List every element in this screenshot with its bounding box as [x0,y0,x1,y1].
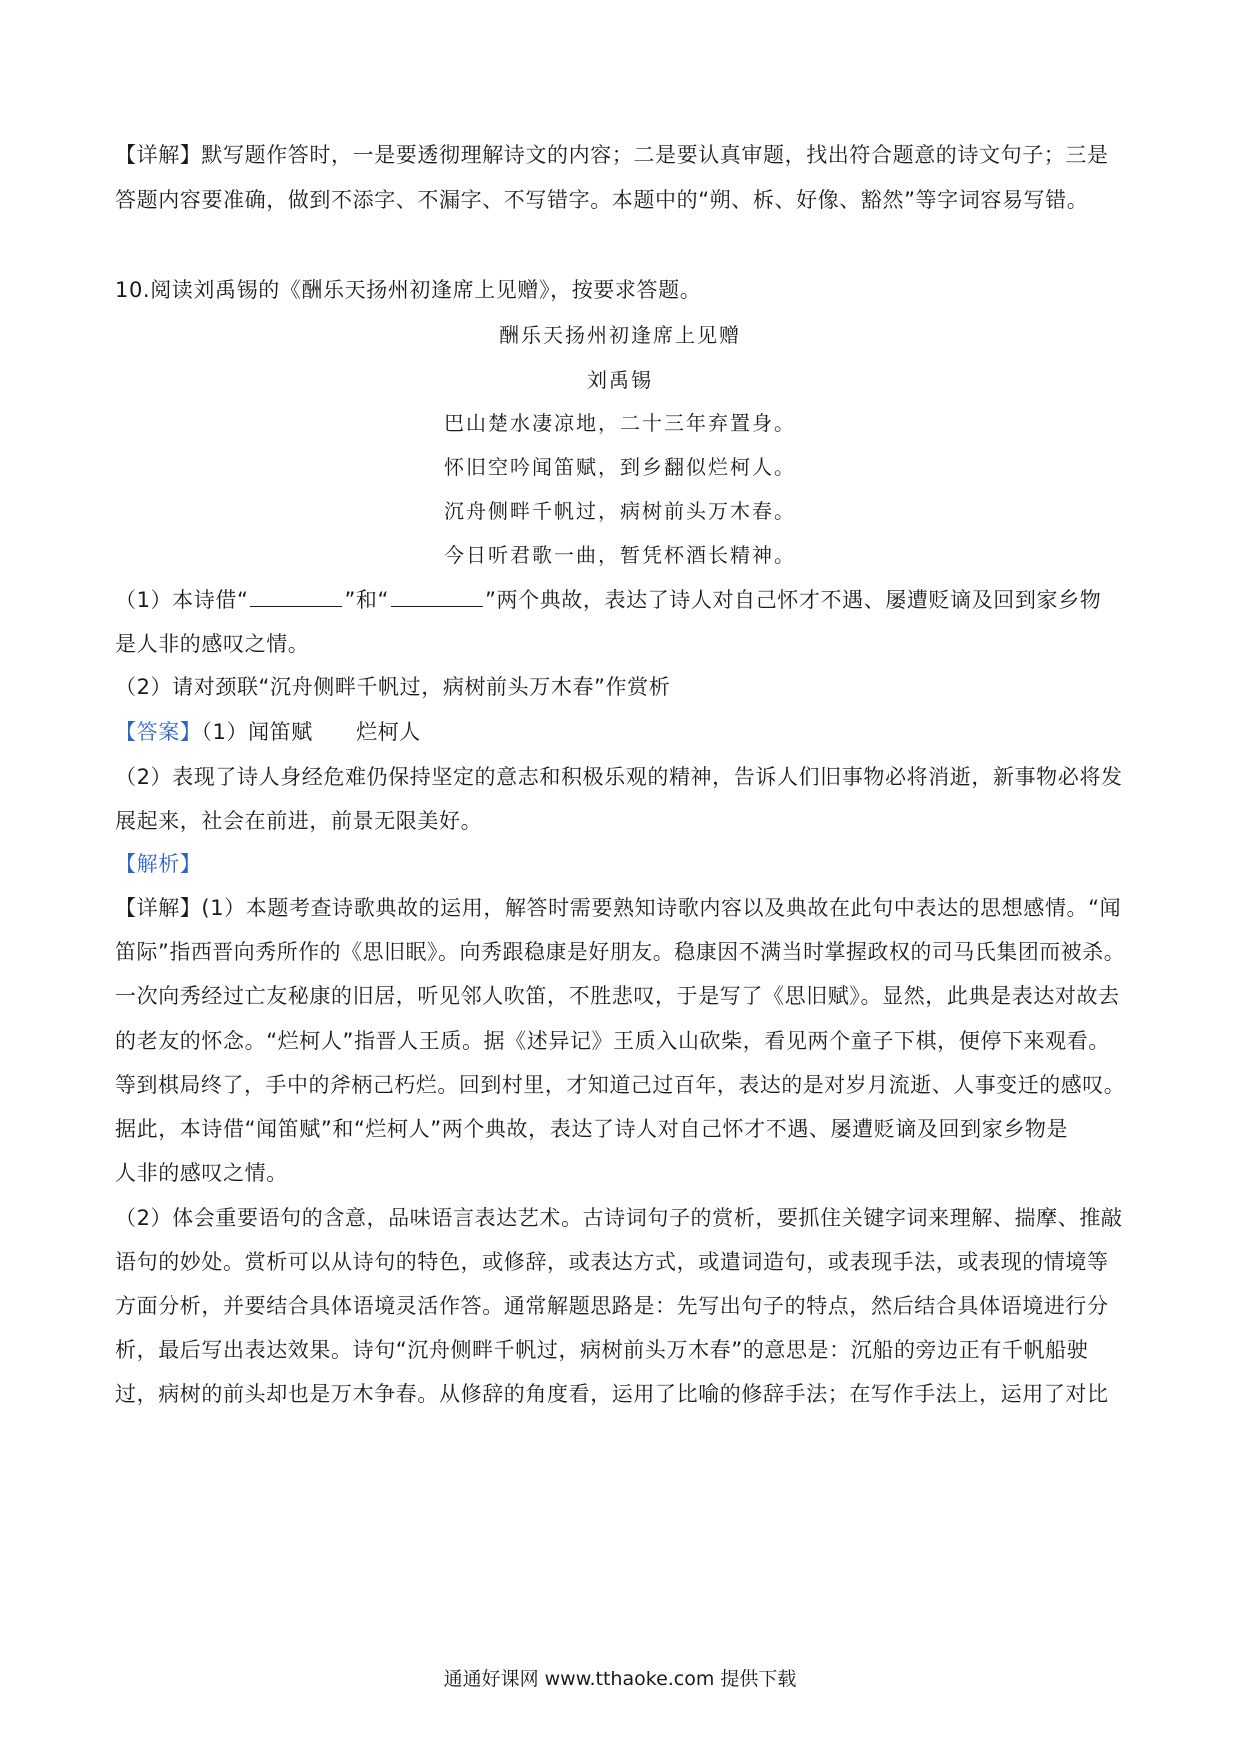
poem-line-3: 沉舟侧畔千帆过，病树前头万木春。 [444,499,796,523]
question-1-suffix: ”两个典故，表达了诗人对自己怀才不遇、屡遭贬谪及回到家乡物 [485,588,1102,612]
poem-line-4: 今日听君歌一曲，暂凭杯酒长精神。 [444,543,796,567]
detail-1-line-6: 据此，本诗借“闻笛赋”和“烂柯人”两个典故，表达了诗人对自己怀才不遇、屡遭贬谪及回到家乡物是 [115,1117,1069,1141]
poem-author: 刘禹锡 [587,368,653,392]
answer-line-1 [115,717,421,747]
answer-2-line-2: 展起来，社会在前进，前景无限美好。 [115,809,483,833]
detail-2-line-3: 方面分析，并要结合具体语境灵活作答。通常解题思路是：先写出句子的特点，然后结合具体语境进行分 [115,1294,1109,1318]
answer-label: 【答案】 [115,720,202,744]
question-stem: 10.阅读刘禹锡的《酬乐天扬州初逢席上见赠》，按要求答题。 [115,278,702,302]
poem-line-2: 怀旧空吟闻笛赋，到乡翻似烂柯人。 [444,455,796,479]
detail-1-line-2: 笛际”指西晋向秀所作的《思旧眠》。向秀跟稳康是好朋友。稳康因不满当时掌握政权的司马氏集团而被杀。 [115,940,1126,964]
detail-2-line-2: 语句的妙处。赏析可以从诗句的特色，或修辞，或表达方式，或遣词造句，或表现手法，或表现的情境等 [115,1250,1109,1274]
answer-blank-1 [250,586,342,607]
question-1 [115,585,1101,615]
prev-explain-line-1: 【详解】默写题作答时，一是要透彻理解诗文的内容；二是要认真审题，找出符合题意的诗文句子；三是 [115,143,1109,167]
detail-1-line-5: 等到棋局终了，手中的斧柄己朽烂。回到村里，才知道己过百年，表达的是对岁月流逝、人事变迁的感叹。 [115,1073,1126,1097]
poem-line-1: 巴山楚水凄凉地，二十三年弃置身。 [444,411,796,435]
prev-explain-line-2: 答题内容要准确，做到不添字、不漏字、不写错字。本题中的“朔、柝、好像、豁然”等字词容易写错。 [115,188,1089,212]
question-1-mid: ”和“ [344,588,390,612]
detail-1-line-1: 【详解】(1）本题考查诗歌典故的运用，解答时需要熟知诗歌内容以及典故在此句中表达的思想感情。“闻 [115,896,1122,920]
answer-blank-2 [391,586,483,607]
answer-1: （1）闻笛赋 烂柯人 [201,720,421,744]
detail-2-line-4: 析，最后写出表达效果。诗句“沉舟侧畔千帆过，病树前头万木春”的意思是：沉船的旁边正有千帆船驶 [115,1338,1089,1362]
page-footer: 通通好课网 www.tthaoke.com 提供下载 [443,1668,797,1690]
question-1-prefix: （1）本诗借“ [115,588,249,612]
detail-2-line-1: （2）体会重要语句的含意，品味语言表达艺术。古诗词句子的赏析，要抓住关键字词来理解、揣摩、推敲 [115,1206,1123,1230]
detail-1-line-7: 人非的感叹之情。 [115,1161,288,1185]
question-2: （2）请对颈联“沉舟侧畔千帆过，病树前头万木春”作赏析 [115,675,671,699]
detail-2-line-5: 过，病树的前头却也是万木争春。从修辞的角度看，运用了比喻的修辞手法；在写作手法上，运用了对比 [115,1382,1109,1406]
analysis-label: 【解析】 [115,852,202,876]
answer-2-line-1: （2）表现了诗人身经危难仍保持坚定的意志和积极乐观的精神，告诉人们旧事物必将消逝，新事物必将发 [115,765,1123,789]
poem-title: 酬乐天扬州初逢席上见赠 [499,323,741,347]
question-1-line-2: 是人非的感叹之情。 [115,632,310,656]
detail-1-line-4: 的老友的怀念。“烂柯人”指晋人王质。据《述异记》王质入山砍柴，看见两个童子下棋，便停下来观看。 [115,1029,1110,1053]
detail-1-line-3: 一次向秀经过亡友秘康的旧居，听见邻人吹笛，不胜悲叹，于是写了《思旧赋》。显然，此典是表达对故去 [115,984,1120,1008]
